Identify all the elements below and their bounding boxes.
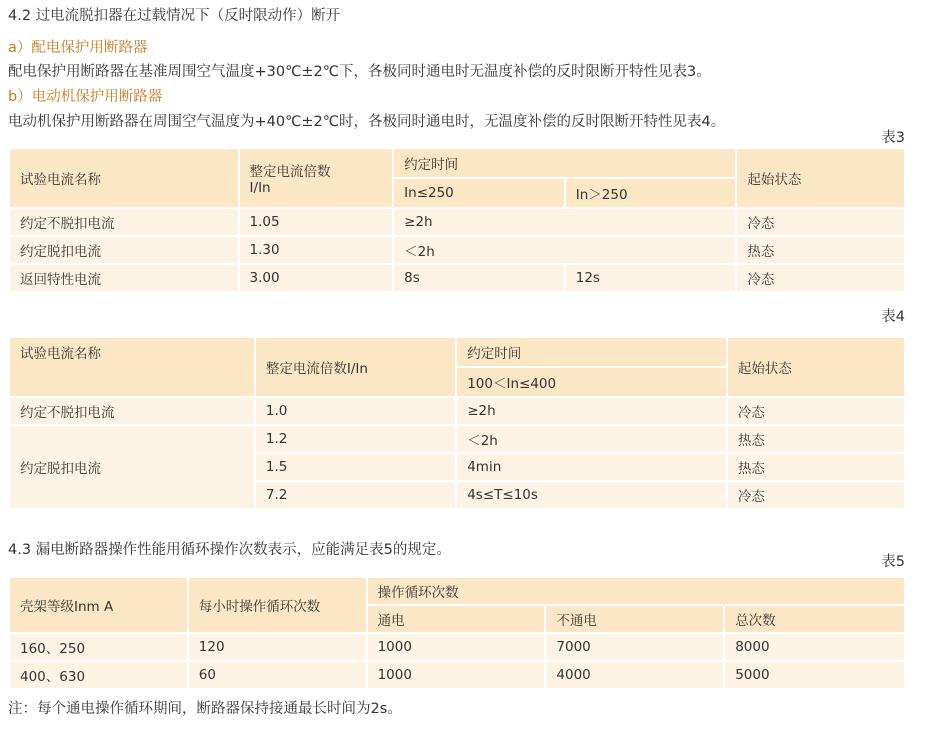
table4-cell-time: ≥2h xyxy=(457,398,726,424)
table-row xyxy=(10,265,904,291)
table5-cell-on: 1000 xyxy=(368,634,545,660)
table5-cell-per-hour: 120 xyxy=(189,634,366,660)
table3-header-sub1: In≤250 xyxy=(394,179,564,207)
table3-cell-name: 约定脱扣电流 xyxy=(10,237,238,263)
table3-header-name: 试验电流名称 xyxy=(10,149,238,207)
table4-cell-multiple: 1.0 xyxy=(256,398,455,424)
table4-header-multiple: 整定电流倍数I/In xyxy=(256,338,455,396)
table-row xyxy=(10,426,904,452)
table-row xyxy=(10,398,904,424)
item-a-text: 配电保护用断路器在基准周围空气温度+30℃±2℃下，各极同时通电时无温度补偿的反时限断开特性见表3。 xyxy=(8,64,711,80)
table4-cell-state: 热态 xyxy=(728,454,904,480)
table3-cell-time: ≥2h xyxy=(394,209,735,235)
table5-header-on: 通电 xyxy=(368,606,545,632)
table4-header-sub: 100＜In≤400 xyxy=(457,368,726,396)
table5-cell-on: 1000 xyxy=(368,662,545,688)
table4-cell-state: 冷态 xyxy=(728,398,904,424)
table3-header-multiple: 整定电流倍数 I/In xyxy=(240,149,393,207)
table3-cell-time-2: 12s xyxy=(566,265,736,291)
table3-cell-name: 约定不脱扣电流 xyxy=(10,209,238,235)
table4-cell-time: 4s≤T≤10s xyxy=(457,482,726,508)
table4-cell-multiple: 1.5 xyxy=(256,454,455,480)
table4-header-name: 试验电流名称 xyxy=(10,338,254,396)
table5-header-cycles: 操作循环次数 xyxy=(368,578,904,604)
table4-cell-time: 4min xyxy=(457,454,726,480)
table5-header-frame: 壳架等级Inm A xyxy=(10,578,187,632)
item-b-title: b）电动机保护用断路器 xyxy=(8,89,163,105)
table5-caption: 表5 xyxy=(881,554,905,570)
table-row xyxy=(10,209,904,235)
table-row xyxy=(10,634,904,660)
table4-cell-state: 热态 xyxy=(728,426,904,452)
table3-header-state: 起始状态 xyxy=(737,149,904,207)
table4-cell-multiple: 7.2 xyxy=(256,482,455,508)
table3 xyxy=(8,147,906,293)
table3-cell-multiple: 1.30 xyxy=(240,237,393,263)
table3-cell-time: ＜2h xyxy=(394,237,735,263)
table3-cell-multiple: 3.00 xyxy=(240,265,393,291)
table5 xyxy=(8,576,906,690)
table4-cell-state: 冷态 xyxy=(728,482,904,508)
table5-header-off: 不通电 xyxy=(546,606,723,632)
table-row xyxy=(10,237,904,263)
table5-cell-per-hour: 60 xyxy=(189,662,366,688)
table5-cell-total: 8000 xyxy=(725,634,904,660)
table4-header-time: 约定时间 xyxy=(457,338,726,366)
table4 xyxy=(8,336,906,510)
table3-header-time: 约定时间 xyxy=(394,149,735,177)
table5-cell-frame: 400、630 xyxy=(10,662,187,688)
table5-cell-off: 7000 xyxy=(546,634,723,660)
table3-caption: 表3 xyxy=(881,130,905,146)
table3-cell-state: 冷态 xyxy=(737,265,904,291)
table4-cell-time: ＜2h xyxy=(457,426,726,452)
table4-caption: 表4 xyxy=(881,309,905,325)
table3-cell-state: 冷态 xyxy=(737,209,904,235)
table5-cell-frame: 160、250 xyxy=(10,634,187,660)
table-row xyxy=(10,662,904,688)
table5-cell-off: 4000 xyxy=(546,662,723,688)
item-b-text: 电动机保护用断路器在周围空气温度为+40℃±2℃时，各极同时通电时，无温度补偿的反时限断开特性见表4。 xyxy=(8,114,726,130)
table5-header-per-hour: 每小时操作循环次数 xyxy=(189,578,366,632)
table3-cell-time-1: 8s xyxy=(394,265,564,291)
table4-cell-multiple: 1.2 xyxy=(256,426,455,452)
table5-cell-total: 5000 xyxy=(725,662,904,688)
item-a-title: a）配电保护用断路器 xyxy=(8,40,148,56)
table4-cell-name: 约定不脱扣电流 xyxy=(10,398,254,424)
section-4-2-heading: 4.2 过电流脱扣器在过载情况下（反时限动作）断开 xyxy=(8,8,341,24)
table5-note: 注：每个通电操作循环期间，断路器保持接通最长时间为2s。 xyxy=(8,701,402,717)
table3-header-sub2: In＞250 xyxy=(566,179,736,207)
table3-cell-multiple: 1.05 xyxy=(240,209,393,235)
section-4-3-heading: 4.3 漏电断路器操作性能用循环操作次数表示，应能满足表5的规定。 xyxy=(8,542,451,558)
table4-header-state: 起始状态 xyxy=(728,338,904,396)
table3-cell-name: 返回特性电流 xyxy=(10,265,238,291)
table3-cell-state: 热态 xyxy=(737,237,904,263)
table4-cell-group-name: 约定脱扣电流 xyxy=(10,426,254,508)
table5-header-total: 总次数 xyxy=(725,606,904,632)
